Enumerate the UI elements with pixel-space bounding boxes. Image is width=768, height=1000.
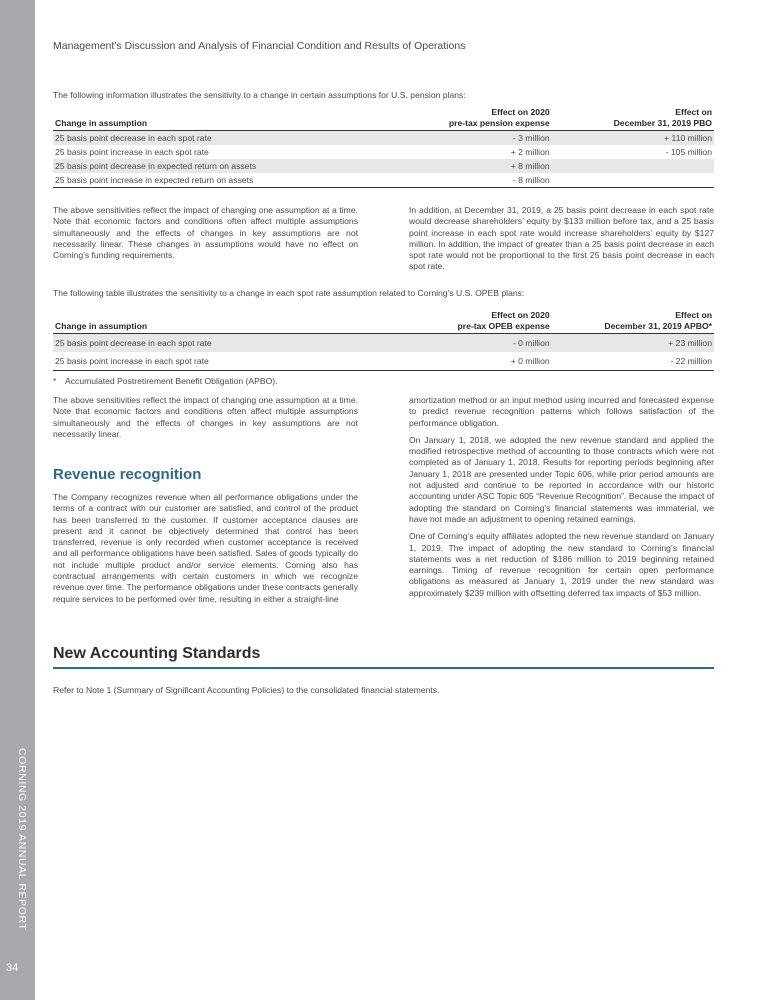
table-header-row (53, 310, 714, 334)
revenue-column-left (53, 492, 358, 611)
header-change-in-assumption: Change in assumption (53, 310, 351, 334)
header-effect-obligation: Effect on December 31, 2019 PBO (552, 107, 714, 131)
pension-note-right (409, 205, 714, 279)
cell-obligation: + 110 million (552, 131, 714, 146)
header-effect-expense: Effect on 2020 pre-tax OPEB expense (351, 310, 551, 334)
paragraph: One of Corning’s equity affiliates adopted the new revenue standard on January 1, 2019. The impact of adopting the new standard to Corning’s financial statements was a net reduction of $186 million to 2019 beginning retained earnings. Timing of revenue recognition for certain open performance obligations as measured at January 1, 2019 under the new standard was approximately $239 million with offsetting deferred tax impacts of $53 million. (409, 531, 714, 598)
report-title: CORNING 2019 ANNUAL REPORT (16, 748, 28, 931)
section-heading-new-accounting-standards: New Accounting Standards (53, 645, 261, 662)
paragraph: In addition, at December 31, 2019, a 25 basis point decrease in each spot rate would decrease shareholders’ equity by $133 million before tax, and a 25 basis point increase in each spot rate would increase shareholders’ equity by $127 million. In addition, the impact of greater than a 25 basis point decrease in each spot rate would not be proportional to the first 25 basis point decrease in each spot rate. (409, 205, 714, 272)
cell-assumption: 25 basis point decrease in each spot rate (53, 131, 351, 146)
footnote-text: Accumulated Postretirement Benefit Obligation (APBO). (65, 376, 278, 386)
header-change-in-assumption: Change in assumption (53, 107, 351, 131)
paragraph: The above sensitivities reflect the impact of changing one assumption at a time. Note that economic factors and conditions often affect multiple assumptions simultaneously and the effects of changes in key assumptions are not necessarily linear. (53, 395, 358, 439)
section-divider (53, 667, 714, 669)
sidebar (0, 0, 35, 1000)
footnote (53, 376, 278, 386)
table-row (53, 145, 714, 159)
cell-expense: - 8 million (351, 173, 551, 188)
paragraph: amortization method or an input method using incurred and forecasted expense to predict revenue recognition patterns which follows satisfaction of the performance obligation. (409, 395, 714, 428)
table-row (53, 131, 714, 146)
pension-note-left (53, 205, 358, 267)
cell-assumption: 25 basis point decrease in expected return on assets (53, 159, 351, 173)
cell-assumption: 25 basis point decrease in each spot rate (53, 334, 351, 353)
paragraph: The Company recognizes revenue when all performance obligations under the terms of a contract with our customer are satisfied, and control of the product has been transferred to the customer. If customer acceptance clauses are present and it cannot be objectively determined that control has been transferred, revenue is only recorded when customer acceptance is received and all performance obligations have been satisfied. Sales of goods typically do not include multiple product and/or service elements. Corning also has contractual arrangements with certain customers in which we recognize revenue over time. The performance obligations under these contracts generally require services to be performed over time, resulting in either a straight-line (53, 492, 358, 604)
cell-obligation (552, 159, 714, 173)
cell-expense: + 8 million (351, 159, 551, 173)
opeb-sensitivity-table (53, 310, 714, 371)
header-effect-obligation: Effect on December 31, 2019 APBO* (552, 310, 714, 334)
table-row (53, 352, 714, 371)
table-row (53, 173, 714, 188)
cell-obligation: - 22 million (552, 352, 714, 371)
cell-obligation (552, 173, 714, 188)
opeb-intro: The following table illustrates the sensitivity to a change in each spot rate assumption related to Corning’s U.S. OPEB plans: (53, 288, 525, 298)
cell-assumption: 25 basis point increase in each spot rate (55, 147, 209, 157)
section-heading-revenue-recognition: Revenue recognition (53, 466, 202, 483)
header-effect-expense: Effect on 2020 pre-tax pension expense (351, 107, 551, 131)
cell-obligation: + 23 million (552, 334, 714, 353)
pension-intro: The following information illustrates the sensitivity to a change in certain assumptions for U.S. pension plans: (53, 90, 466, 100)
page-number: 34 (6, 962, 19, 974)
footnote-marker: * (53, 376, 57, 386)
cell-assumption: 25 basis point increase in each spot rate (53, 352, 351, 371)
table-row (53, 159, 714, 173)
running-header: Management’s Discussion and Analysis of Financial Condition and Results of Operations (53, 40, 466, 52)
pension-sensitivity-table (53, 107, 714, 188)
paragraph: On January 1, 2018, we adopted the new revenue standard and applied the modified retrospective method of accounting to those contracts which were not completed as of January 1, 2018. Results for reporting periods beginning after January 1, 2018 are presented under Topic 606, while prior period amounts are not adjusted and continue to be reported in accordance with our historic accounting under ASC Topic 605 “Revenue Recognition”. Because the impact of adopting the standard on Corning’s financial statements was immaterial, we have not made an adjustment to opening retained earnings. (409, 434, 714, 524)
cell-expense: + 0 million (351, 352, 551, 371)
cell-expense: - 3 million (351, 131, 551, 146)
opeb-note (53, 395, 358, 446)
cell-assumption: 25 basis point increase in expected return on assets (53, 173, 351, 188)
revenue-column-right (409, 395, 714, 605)
table-header-row (53, 107, 714, 131)
new-standards-text: Refer to Note 1 (Summary of Significant Accounting Policies) to the consolidated financial statements. (53, 685, 440, 695)
cell-expense: - 0 million (351, 334, 551, 353)
cell-obligation: - 105 million (665, 147, 712, 157)
table-row (53, 334, 714, 353)
paragraph: The above sensitivities reflect the impact of changing one assumption at a time. Note that economic factors and conditions often affect multiple assumptions simultaneously and the effects of changes in key assumptions are not necessarily linear. These changes in assumptions would have no effect on Corning’s funding requirements. (53, 205, 358, 261)
cell-expense: + 2 million (510, 147, 550, 157)
